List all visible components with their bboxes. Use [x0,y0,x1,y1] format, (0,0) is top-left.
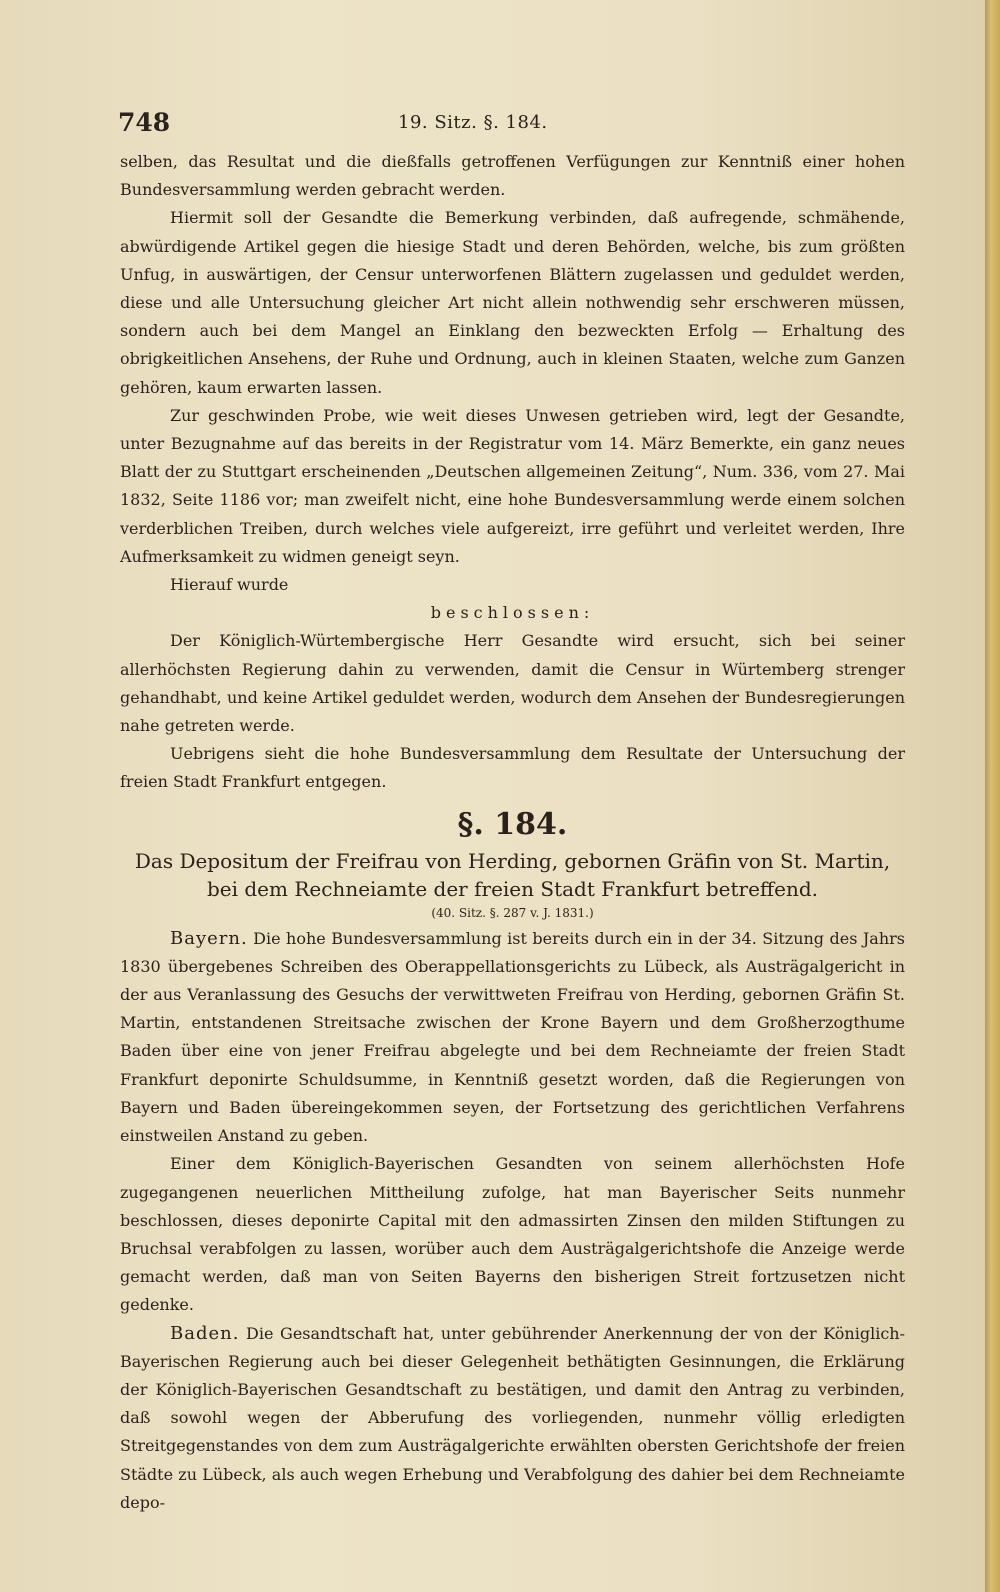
paragraph-remark: Hiermit soll der Gesandte die Bemerkung verbinden, daß aufregende, schmähende, abwürdigende Artikel gegen die hiesige Stadt und deren Behörden, welche, bis zum größten Unfug, in auswärtigen, der Censur unterworfenen Blättern zugelassen und geduldet werden, diese und alle Untersuchung gleicher Art nicht allein nothwendig sehr erschweren müssen, sondern auch bei dem Mangel an Einklang den bezweckten Erfolg — Erhaltung des obrigkeitlichen Ansehens, der Ruhe und Ordnung, auch in kleinen Staaten, welche zum Ganzen gehören, kaum erwarten lassen. [120,208,905,397]
paragraph-resolution: Der Königlich-Würtembergische Herr Gesandte wird ersucht, sich bei seiner allerhöchsten Regierung dahin zu verwenden, damit die Censur in Würtemberg strenger gehandhabt, und keine Artikel geduldet werden, wodurch dem Ansehen der Bundesregierungen nahe getreten werde. [120,631,905,736]
paragraph-baden [120,1320,905,1517]
paragraph-einer: Einer dem Königlich-Bayerischen Gesandten von seinem allerhöchsten Hofe zugegangenen neuerlichen Mittheilung zufolge, hat man Bayerischer Seits nunmehr beschlossen, dieses deponirte Capital mit den admassirten Zinsen den milden Stiftungen zu Bruchsal verabfolgen zu lassen, worüber auch dem Austrägalgerichtshofe die Anzeige werde gemacht werden, daß man von Seiten Bayerns den bisherigen Streit fortzusetzen nicht gedenke. [120,1154,905,1315]
page-body [120,148,905,1517]
page-number: 748 [118,108,171,137]
resolution-heading: beschlossen: [430,603,595,623]
state-label-bayern: Bayern. [170,927,248,949]
baden-text: Die Gesandtschaft hat, unter gebührender Anerkennung der von der Königlich-Bayerischen Regierung auch bei dieser Gelegenheit bethätigten Gesinnungen, die Erklärung der Königlich-Bayerischen Gesandtschaft zu bestätigen, und damit den Antrag zu verbinden, daß sowohl wegen der Abberufung des vorliegenden, nunmehr völlig erledigten Streitgegenstandes von dem zum Austrägalgerichte erwählten obersten Gerichtshofe der freien Städte zu Lübeck, als auch wegen Erhebung und Verabfolgung des dahier bei dem Rechneiamte depo- [120,1323,905,1512]
paragraph-hierauf: Hierauf wurde [170,575,289,595]
running-head: 19. Sitz. §. 184. [398,112,548,133]
page-edge [985,0,1000,1592]
paragraph-proof: Zur geschwinden Probe, wie weit dieses Unwesen getrieben wird, legt der Gesandte, unter Bezugnahme auf das bereits in der Registratur vom 14. März Bemerkte, ein ganz neues Blatt der zu Stuttgart erscheinenden „Deutschen allgemeinen Zeitung“, Num. 336, vom 27. Mai 1832, Seite 1186 vor; man zweifelt nicht, eine hohe Bundesversammlung werde einem solchen verderblichen Treiben, durch welches viele aufgereizt, irre geführt und verleitet werden, Ihre Aufmerksamkeit zu widmen geneigt seyn. [120,405,905,566]
paragraph-bayern [120,925,905,1151]
page-header [118,108,908,140]
section-title: Das Depositum der Freifrau von Herding, gebornen Gräfin von St. Martin, bei dem Rechneiamte der freien Stadt Frankfurt betreffend. [134,848,891,901]
section-reference: (40. Sitz. §. 287 v. J. 1831.) [431,905,594,920]
paragraph-uebrigens: Uebrigens sieht die hohe Bundesversammlung dem Resultate der Untersuchung der freien Stadt Frankfurt entgegen. [120,744,905,792]
paragraph-continuation: selben, das Resultat und die dießfalls getroffenen Verfügungen zur Kenntniß einer hohen Bundesversammlung werden gebracht werden. [120,152,905,200]
bayern-text: Die hohe Bundesversammlung ist bereits durch ein in der 34. Sitzung des Jahrs 1830 übergebenes Schreiben des Oberappellationsgerichts zu Lübeck, als Austrägalgericht in der aus Veranlassung des Gesuchs der verwittweten Freifrau von Herding, gebornen Gräfin St. Martin, entstandenen Streitsache zwischen der Krone Bayern und dem Großherzogthume Baden über eine von jener Freifrau abgelegte und bei dem Rechneiamte der freien Stadt Frankfurt deponirte Schuldsumme, in Kenntniß gesetzt worden, daß die Regierungen von Bayern und Baden übereingekommen seyen, der Fortsetzung des gerichtlichen Verfahrens einstweilen Anstand zu geben. [120,928,905,1146]
state-label-baden: Baden. [170,1322,240,1344]
section-number: §. 184. [457,806,568,842]
